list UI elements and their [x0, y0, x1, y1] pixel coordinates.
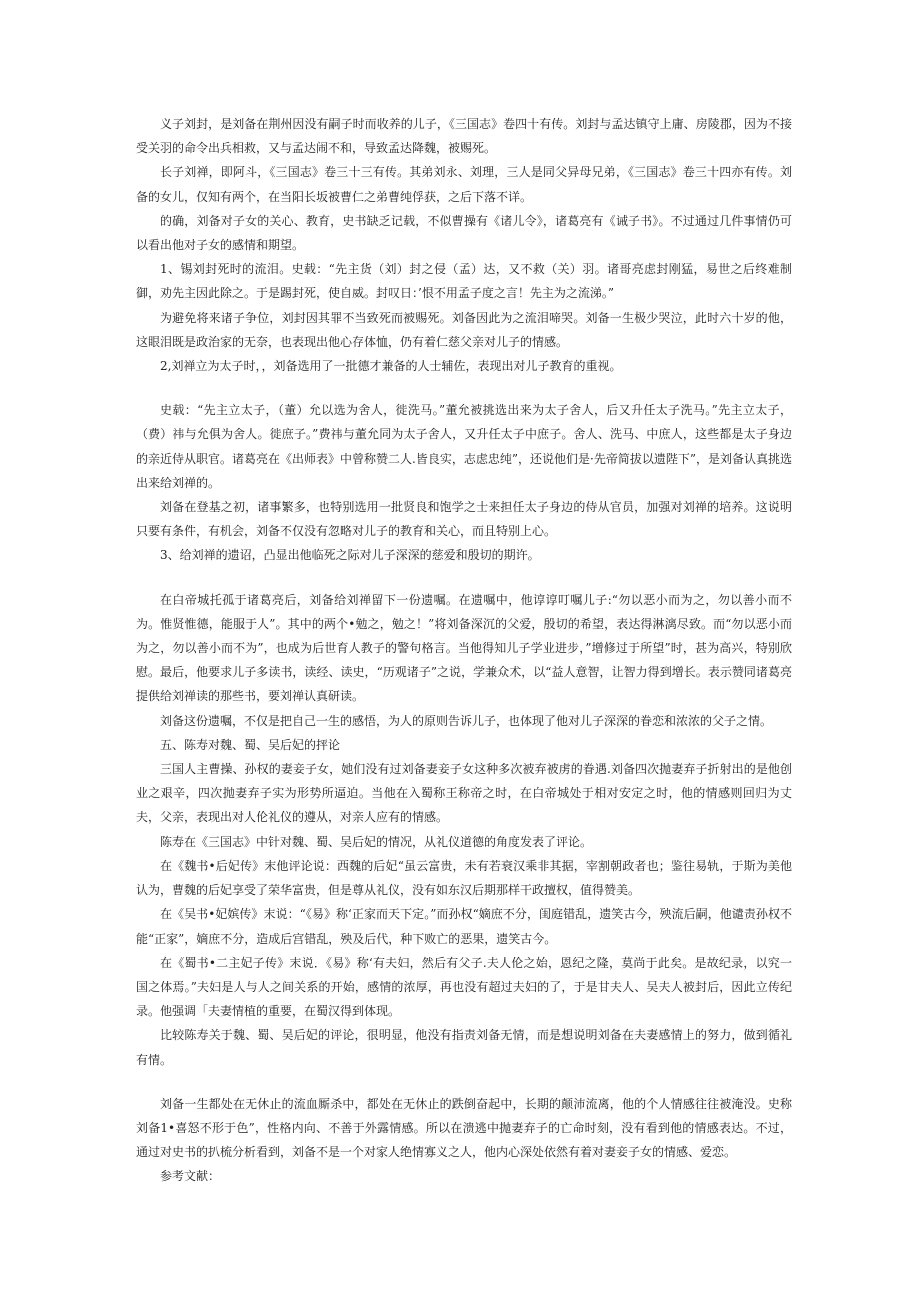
paragraph-point-2-history: 史载：“先主立太子，（董）允以选为舍人，徙洗马。”董允被挑选出来为太子舍人，后又升任太子洗马。”先主立太子，（费）祎与允俱为舍人。徙庶子。”费祎与董允同为太子舍人，又升任太子中庶子。舍人、洗马、中庶人，这些都是太子身边的亲近侍从职官。诸葛亮在《出师表》中曾称赞二人.皆良实，志虑忠纯”，还说他们是·先帝简拔以遗陛下”，是刘备认真挑选出来给刘禅的。	[136, 403, 792, 490]
paragraph-adopted-son-liu-feng: 义子刘封，是刘备在荆州因没有嗣子时而收养的儿子，《三国志》卷四十有传。刘封与孟达镇守上庸、房陵郡，因为不接受关羽的命令出兵相救，又与孟达闹不和，导致孟达降魏，被赐死。	[136, 117, 792, 156]
paragraph-point-1-heading: 1、锡刘封死时的流泪。史载：“先主货（刘）封之侵（孟）达，又不救（关）羽。诸哥亮虑封刚猛，易世之后终难制御，劝先主因此除之。于是踢封死，使自威。封叹日：’恨不用孟子度之言！先主为之流涕。”	[136, 262, 792, 301]
paragraph-wei-consorts: 在《魏书•后妃传》末他评论说：西魏的后妃“虽云富贵，未有若衰汉乘非其据，宰割朝政者也；鉴往易轨，于斯为美他认为，曹魏的后妃享受了荣华富贵，但是尊从礼仪，没有如东汉后期那样干政擅权，值得赞美。	[136, 858, 792, 898]
document-body	[136, 112, 792, 1189]
paragraph-point-3-summary: 刘备这份遗嘱，不仅是把自己一生的感悟，为人的原则告诉儿子，也体现了他对儿子深深的眷恋和浓浓的父子之情。	[160, 713, 773, 728]
paragraph-point-1-body: 为避免将来诸子争位，刘封因其罪不当致死而被赐死。刘备因此为之流泪啼哭。刘备一生极少哭泣，此时六十岁的他，这眼泪既是政治家的无奈，也表现出他心存体恤，仍有着仁慈父亲对儿子的情感。	[136, 310, 792, 349]
paragraph-eldest-son-liu-shan: 长子刘禅，即阿斗，《三国志》卷三十三有传。其弟刘永、刘理，三人是同父异母兄弟，《三国志》卷三十四亦有传。刘备的女儿，仅知有两个，在当阳长坂被曹仁之弟曹纯俘获，之后下落不详。	[136, 165, 792, 204]
paragraph-point-3-heading: 3、给刘禅的遗诏，凸显出他临死之际对儿子深深的慈爱和殷切的期许。	[160, 548, 540, 563]
paragraph-wu-consorts: 在《吴书•妃嫔传》末说：“《易》称‘正家而天下定。”而孙权“嫡庶不分，闺庭错乱，遗笑古今，殃流后嗣，他谴责孙权不能“正家”，嫡庶不分，造成后宫错乱，殃及后代，种下败亡的恶果，遗笑古今。	[136, 907, 792, 946]
paragraph-point-2-body: 刘备在登基之初，诸事繁多，也特别选用一批贤良和饱学之士来担任太子身边的侍从官员，加强对刘禅的培养。这说明只要有条件，有机会，刘备不仅没有忽略对儿子的教育和关心，而且特别上心。	[136, 500, 792, 539]
paragraph-point-3-testament: 在白帝城托孤于诸葛亮后，刘备给刘禅留下一份遗嘱。在遗嘱中，他谆谆叮嘱儿子:“勿以恶小而为之，勿以善小而不为。惟贤惟德，能服于人”。其中的两个•勉之，勉之！”将刘备深沉的父爱，殷切的希望，表达得淋漓尽致。而“勿以恶小而为之，勿以善小而不为”，也成为后世育人教子的警句格言。当他得知儿子学业进步，”增修过于所望”时，甚为高兴，特别欣慰。最后，他要求儿子多读书，读经、读史，“历观诸子”之说，学兼众术，以“益人意智，让智力得到增长。表示赞同诸葛亮提供给刘禅读的那些书，要刘禅认真研读。	[136, 592, 792, 704]
paragraph-conclusion: 刘备一生都处在无休止的流血厮杀中，都处在无休止的跌倒奋起中，长期的颠沛流离，他的个人情感往往被淹没。史称刘备1•喜怒不形于色”，性格内向、不善于外露情感。所以在溃逃中抛妻弃子的亡命时刻，没有看到他的情感表达。不过，通过对史书的扒梳分析看到，刘备不是一个对家人绝情寡义之人，他内心深处依然有着对妻妾子女的情感、爱恋。	[136, 1096, 792, 1160]
paragraph-chen-shou-comment: 陈寿在《三国志》中针对魏、蜀、吴后妃的情况，从礼仪道德的角度发表了评论。	[160, 834, 593, 849]
paragraph-comparison: 比较陈寿关于魏、蜀、吴后妃的评论，很明显，他没有指责刘备无情，而是想说明刘备在夫妻感情上的努力，做到循礼有情。	[136, 1028, 792, 1067]
references-heading: 参考文献：	[160, 1169, 221, 1184]
paragraph-rulers-wives: 三国人主曹操、孙权的妻妾子女，她们没有过刘备妻妾子女这种多次被弃被虏的眷遇.刘备四次抛妻弃子折射出的是他创业之艰辛，四次抛妻弃子实为形势所逼迫。当他在入蜀称王称帝之时，在白帝城处于相对安定之时，他的情感则回归为丈夫，父亲，表现出对人伦礼仪的遵从，对亲人应有的情感。	[136, 762, 792, 825]
paragraph-point-2-heading: 2,刘禅立为太子时，，刘备选用了一批德才兼备的人士辅佐，表现出对儿子教育的重视。	[160, 359, 622, 374]
paragraph-care-and-education: 的确，刘备对子女的关心、教育，史书缺乏记载，不似曹操有《诸儿令》，诸葛亮有《诫子书》。不过通过几件事情仍可以看出他对子女的感情和期望。	[136, 213, 792, 253]
section-heading-chen-shou: 五、陈寿对魏、蜀、吴后妃的抨论	[160, 737, 341, 752]
paragraph-shu-consorts: 在《蜀书•二主妃子传》末说．《易》称‘有夫妇，然后有父子.夫人伦之始，恩纪之隆，莫尚于此矣。是故纪录，以究一国之体焉。”夫妇是人与人之间关系的开始，感情的浓厚，再也没有超过夫妇的了，于是甘夫人、吴夫人被封后，因此立传纪录。他强调「夫妻情植的重要，在蜀汉得到体现。	[136, 955, 792, 1019]
